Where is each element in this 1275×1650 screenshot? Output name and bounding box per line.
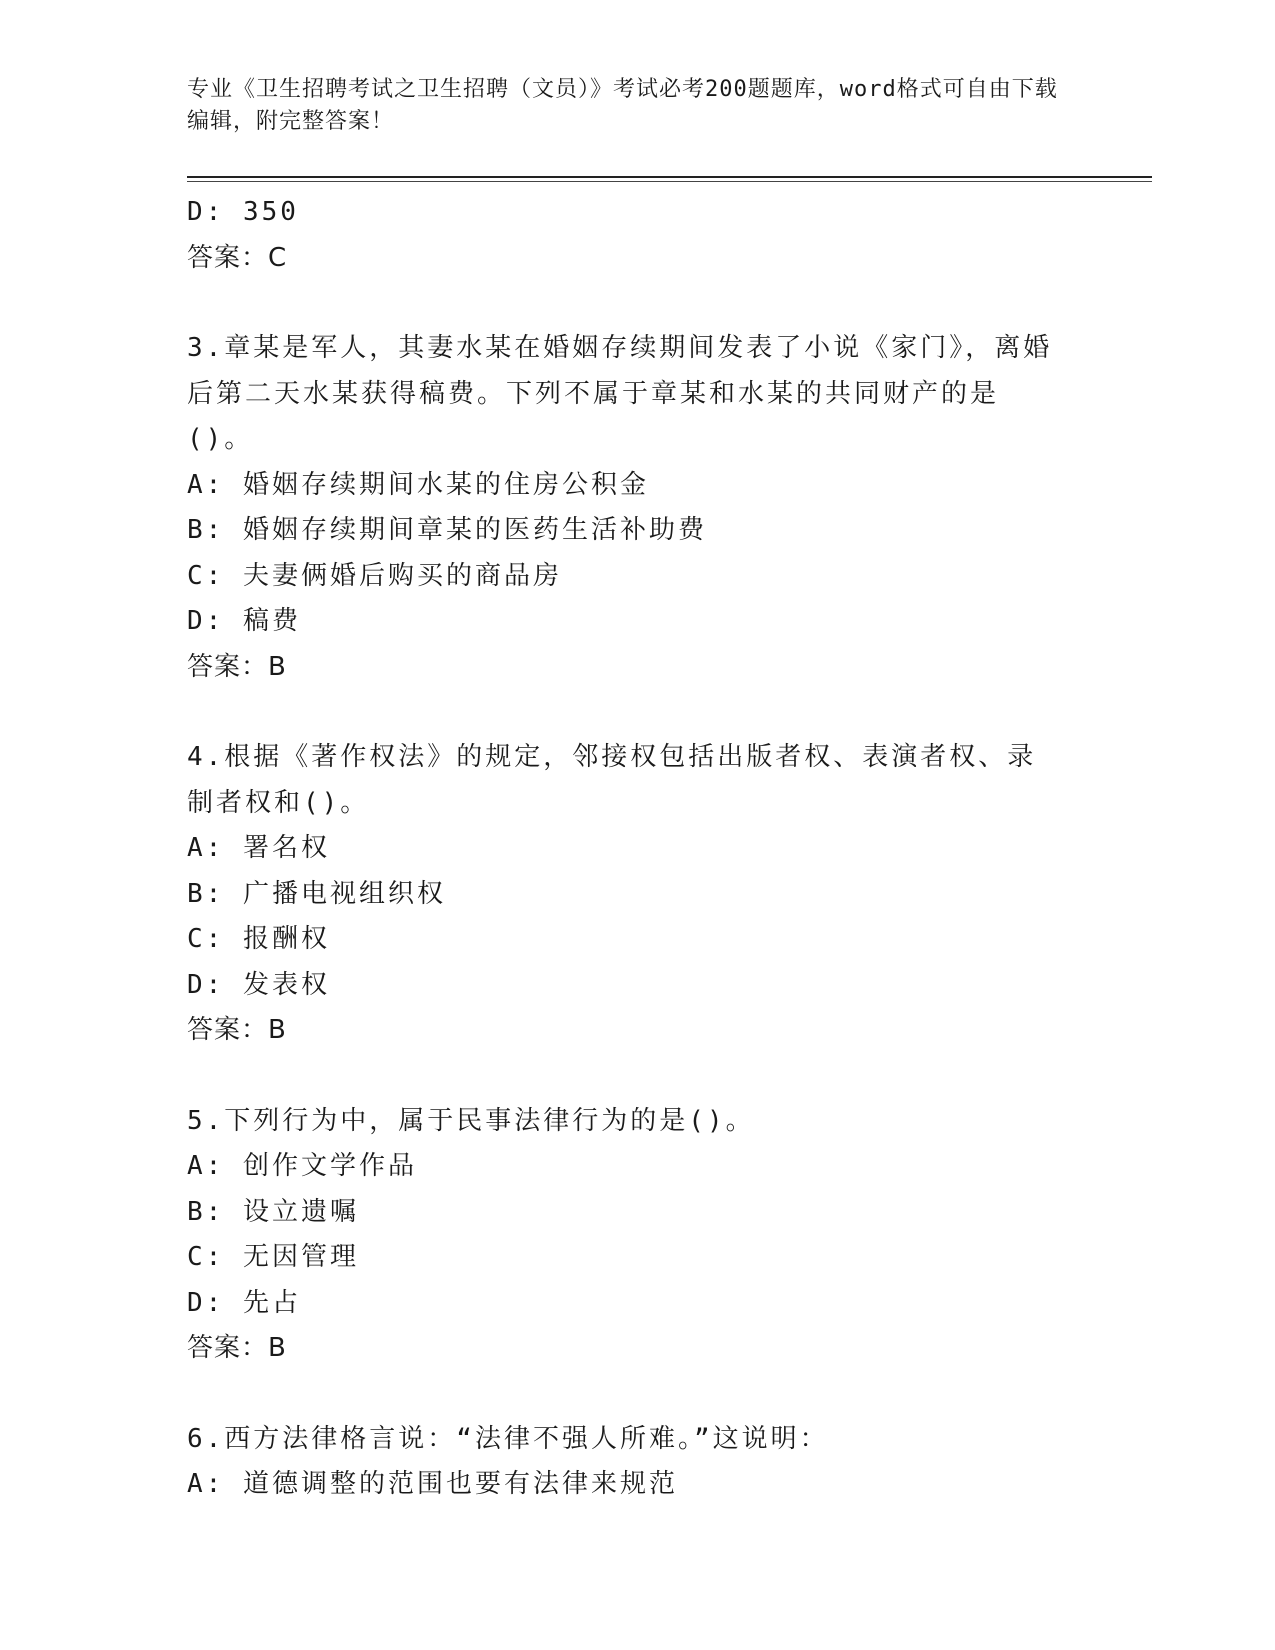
question-stem: 5.下列行为中，属于民事法律行为的是()。 xyxy=(187,1105,755,1136)
option-d: D: 先占 xyxy=(187,1287,301,1318)
option-a: A: 署名权 xyxy=(187,833,330,863)
option-b: B: 婚姻存续期间章某的医药生活补助费 xyxy=(187,515,707,545)
question-list xyxy=(187,190,1087,1508)
option-c: C: 无因管理 xyxy=(187,1242,359,1272)
option-d: D: 稿费 xyxy=(187,606,301,636)
option-c: C: 夫妻俩婚后购买的商品房 xyxy=(187,560,562,591)
question-stem: 3.章某是军人，其妻水某在婚姻存续期间发表了小说《家门》，离婚后第二天水某获得稿费。下列不属于章某和水某的共同财产的是()。 xyxy=(187,333,1053,454)
answer-line: 答案：C xyxy=(187,242,288,273)
option-b: B: 广播电视组织权 xyxy=(187,878,446,909)
header-divider-thin xyxy=(187,181,1152,182)
option-c: C: 报酬权 xyxy=(187,924,330,954)
option-d: D: 发表权 xyxy=(187,969,330,1000)
option-a: A: 道德调整的范围也要有法律来规范 xyxy=(187,1469,678,1499)
answer-line: 答案：B xyxy=(187,1015,287,1045)
answer-line: 答案：B xyxy=(187,651,287,682)
option-a: A: 创作文学作品 xyxy=(187,1151,417,1181)
option-d: D: 350 xyxy=(187,197,299,227)
question-stem: 4.根据《著作权法》的规定，邻接权包括出版者权、表演者权、录制者权和()。 xyxy=(187,742,1037,818)
answer-line: 答案：B xyxy=(187,1333,287,1363)
question-stem: 6.西方法律格言说：“法律不强人所难。”这说明： xyxy=(187,1423,829,1454)
option-a: A: 婚姻存续期间水某的住房公积金 xyxy=(187,469,649,500)
header-divider xyxy=(187,176,1152,178)
page-header: 专业《卫生招聘考试之卫生招聘（文员）》考试必考200题题库，word格式可自由下载编辑，附完整答案！ xyxy=(187,77,1058,134)
option-b: B: 设立遗嘱 xyxy=(187,1196,359,1227)
